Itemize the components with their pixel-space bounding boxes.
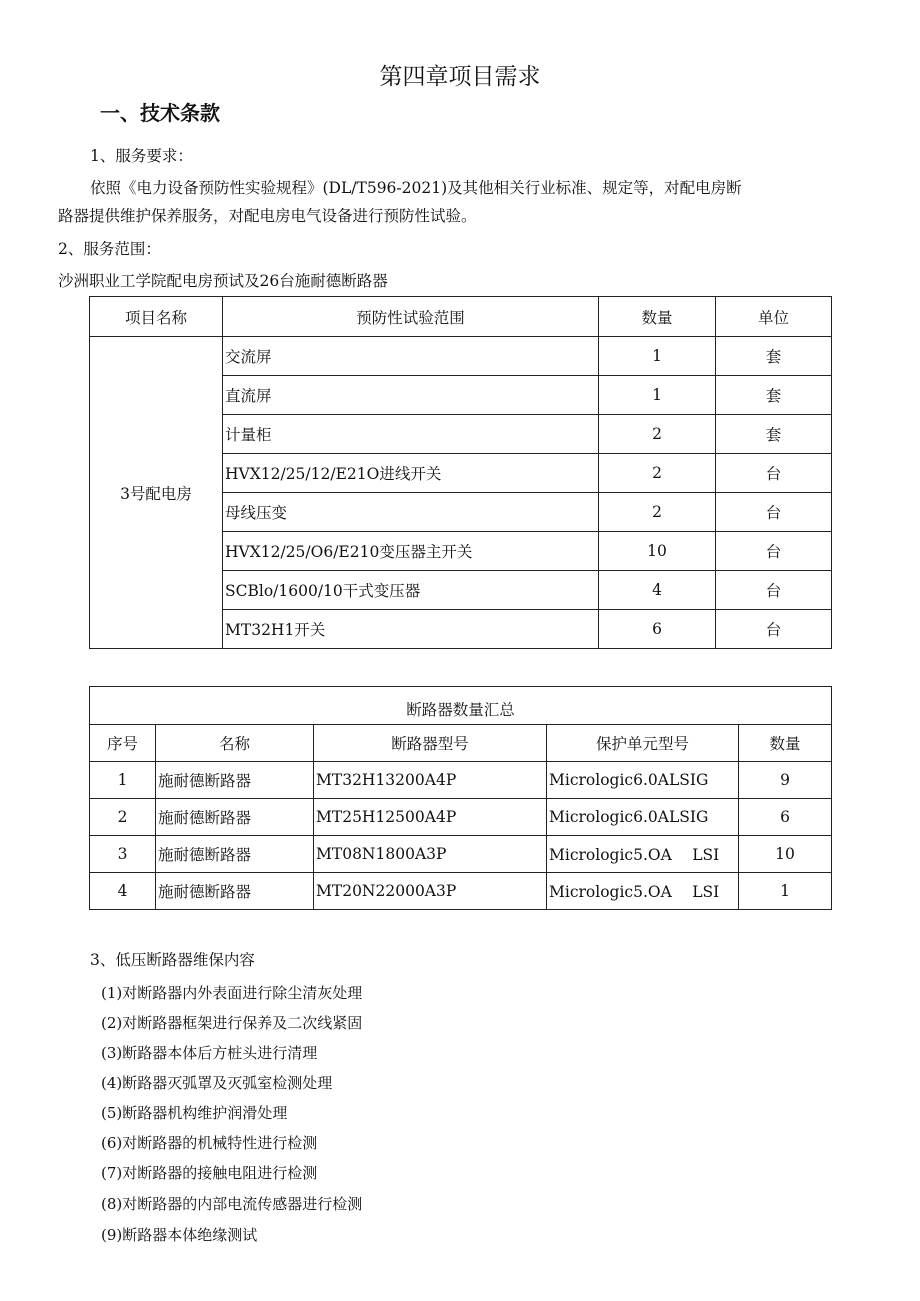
list-item: (5)断路器机构维护润滑处理 — [101, 1104, 288, 1122]
no-cell: 3 — [90, 836, 156, 873]
unit-cell: 台 — [716, 454, 832, 493]
unit-cell: 台 — [716, 493, 832, 532]
maintenance-heading: 3、低压断路器维保内容 — [90, 951, 255, 969]
header-unit: 单位 — [716, 297, 832, 337]
qty-cell: 6 — [599, 610, 716, 649]
scope-cell: SCBlo/1600/10干式变压器 — [223, 571, 599, 610]
model-cell: MT32H13200A4P — [314, 762, 547, 799]
scope-cell: 母线压变 — [223, 493, 599, 532]
service-scope-heading: 2、服务范围： — [58, 240, 161, 258]
scope-cell: MT32H1开关 — [223, 610, 599, 649]
list-item: (8)对断路器的内部电流传感器进行检测 — [101, 1195, 363, 1213]
header-breaker-model: 断路器型号 — [314, 725, 547, 762]
header-name: 名称 — [156, 725, 314, 762]
unit-cell: 套 — [716, 337, 832, 376]
header-project-name: 项目名称 — [90, 297, 223, 337]
breaker-table-caption-row — [90, 687, 832, 725]
qty-cell: 1 — [599, 376, 716, 415]
service-requirements-text-line1: 依照《电力设备预防性实验规程》(DL/T596-2021)及其他相关行业标准、规定等，对配电房断 — [90, 179, 742, 197]
table-row — [90, 836, 832, 873]
qty-cell: 9 — [739, 762, 832, 799]
qty-cell: 10 — [599, 532, 716, 571]
scope-cell: HVX12/25/12/E21O进线开关 — [223, 454, 599, 493]
table-row — [90, 873, 832, 910]
no-cell: 4 — [90, 873, 156, 910]
unit-model-cell: Micrologic6.0ALSIG — [547, 762, 739, 799]
qty-cell: 1 — [739, 873, 832, 910]
unit-cell: 套 — [716, 415, 832, 454]
service-scope-text: 沙洲职业工学院配电房预试及26台施耐德断路器 — [58, 272, 388, 290]
table-row — [90, 762, 832, 799]
unit-cell: 台 — [716, 610, 832, 649]
service-requirements-text-line2: 路器提供维护保养服务，对配电房电气设备进行预防性试验。 — [58, 207, 477, 225]
section-heading: 一、技术条款 — [100, 101, 220, 125]
model-cell: MT08N1800A3P — [314, 836, 547, 873]
name-cell: 施耐德断路器 — [156, 799, 314, 836]
unit-cell: 台 — [716, 571, 832, 610]
name-cell: 施耐德断路器 — [156, 836, 314, 873]
unit-model-cell: Micrologic6.0ALSIG — [547, 799, 739, 836]
model-cell: MT25H12500A4P — [314, 799, 547, 836]
list-item: (7)对断路器的接触电阻进行检测 — [101, 1164, 318, 1182]
scope-cell: 直流屏 — [223, 376, 599, 415]
qty-cell: 10 — [739, 836, 832, 873]
breaker-table-header — [90, 725, 832, 762]
name-cell: 施耐德断路器 — [156, 873, 314, 910]
list-item: (3)断路器本体后方桩头进行清理 — [101, 1044, 318, 1062]
scope-table — [89, 296, 832, 649]
no-cell: 1 — [90, 762, 156, 799]
scope-cell: HVX12/25/O6/E210变压器主开关 — [223, 532, 599, 571]
qty-cell: 2 — [599, 454, 716, 493]
qty-cell: 2 — [599, 493, 716, 532]
table-row — [90, 799, 832, 836]
no-cell: 2 — [90, 799, 156, 836]
unit-model-cell: Micrologic5.OA LSI — [547, 873, 739, 910]
unit-cell: 套 — [716, 376, 832, 415]
unit-cell: 台 — [716, 532, 832, 571]
unit-model-cell: Micrologic5.OA LSI — [547, 836, 739, 873]
breaker-table-caption: 断路器数量汇总 — [90, 687, 832, 725]
qty-cell: 4 — [599, 571, 716, 610]
scope-table-header — [90, 297, 832, 337]
header-no: 序号 — [90, 725, 156, 762]
header-qty: 数量 — [739, 725, 832, 762]
scope-cell: 交流屏 — [223, 337, 599, 376]
qty-cell: 6 — [739, 799, 832, 836]
header-qty: 数量 — [599, 297, 716, 337]
list-item: (2)对断路器框架进行保养及二次线紧固 — [101, 1014, 363, 1032]
name-cell: 施耐德断路器 — [156, 762, 314, 799]
list-item: (9)断路器本体绝缘测试 — [101, 1226, 258, 1244]
table-row — [90, 337, 832, 376]
qty-cell: 2 — [599, 415, 716, 454]
chapter-title: 第四章项目需求 — [379, 64, 541, 90]
project-name-cell: 3号配电房 — [90, 337, 223, 649]
header-protection-unit: 保护单元型号 — [547, 725, 739, 762]
list-item: (6)对断路器的机械特性进行检测 — [101, 1134, 318, 1152]
scope-cell: 计量柜 — [223, 415, 599, 454]
header-scope: 预防性试验范围 — [223, 297, 599, 337]
breaker-summary-table — [89, 686, 832, 910]
model-cell: MT20N22000A3P — [314, 873, 547, 910]
list-item: (4)断路器灭弧罩及灭弧室检测处理 — [101, 1074, 333, 1092]
list-item: (1)对断路器内外表面进行除尘清灰处理 — [101, 984, 363, 1002]
service-requirements-heading: 1、服务要求： — [90, 147, 193, 165]
qty-cell: 1 — [599, 337, 716, 376]
